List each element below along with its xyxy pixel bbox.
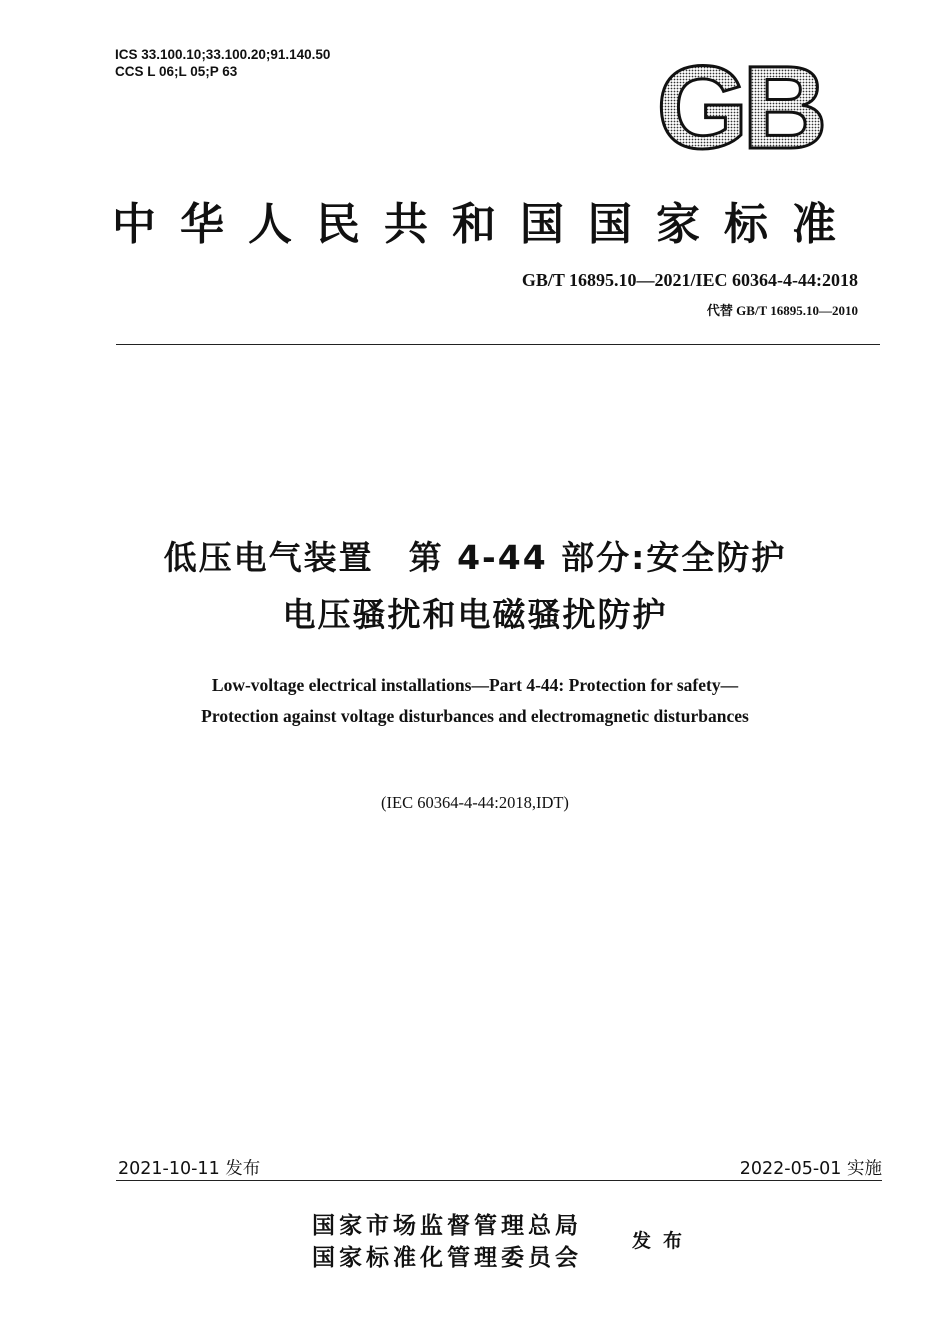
cn-title-line2: 电压骚扰和电磁骚扰防护 <box>282 595 668 634</box>
publish-date: 2021-10-11 发布 <box>118 1159 261 1179</box>
en-title-line1: Low-voltage electrical installations—Part 4-44: Protection for safety— <box>211 675 739 695</box>
effective-date: 2022-05-01 实施 <box>739 1159 882 1179</box>
equivalence-note: (IEC 60364-4-44:2018,IDT) <box>381 793 569 812</box>
publisher-line1: 国家市场监督管理总局 <box>312 1212 582 1239</box>
replaces-standard: 代替 GB/T 16895.10—2010 <box>706 303 858 318</box>
gb-logo <box>646 60 832 156</box>
ics-code: ICS 33.100.10;33.100.20;91.140.50 <box>115 47 331 62</box>
issue-label: 发布 <box>632 1230 695 1252</box>
publisher-line2: 国家标准化管理委员会 <box>312 1244 582 1271</box>
classification-codes <box>115 46 330 80</box>
cn-title-line1: 低压电气装置 第 4-44 部分:安全防护 <box>163 538 787 577</box>
bottom-divider <box>116 1180 882 1181</box>
gb-logo-text: GB <box>656 60 822 156</box>
top-divider <box>116 344 880 345</box>
national-standard-title: 中华人民共和国国家标准 <box>112 199 860 250</box>
en-title-line2: Protection against voltage disturbances and electromagnetic disturbances <box>201 706 749 726</box>
ccs-code: CCS L 06;L 05;P 63 <box>115 64 238 79</box>
standard-number: GB/T 16895.10—2021/IEC 60364-4-44:2018 <box>521 270 858 290</box>
